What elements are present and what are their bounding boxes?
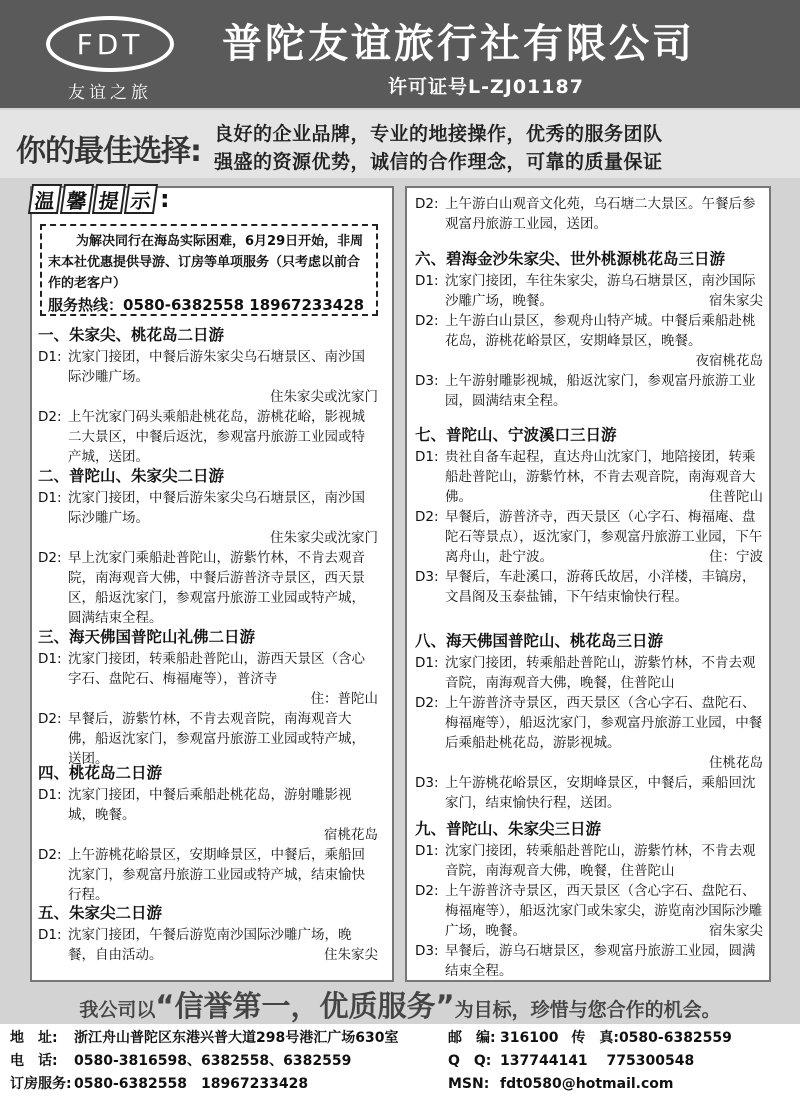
- stay-note: 宿朱家尖: [709, 923, 763, 939]
- route-5-continued: [415, 194, 763, 234]
- booking-label: 订房服务:: [10, 1076, 72, 1092]
- day-text: 沈家门接团，车往朱家尖，游乌石塘景区，南沙国际沙雕广场，晚餐。: [445, 273, 756, 309]
- day-text: 上午游桃花峪景区，安期峰景区，中餐后，乘船回沈家门，结束愉快行程，送团。: [445, 775, 756, 811]
- day-text: 上午游射雕影视城，船返沈家门，参观富丹旅游工业园，圆满结束全程。: [445, 373, 756, 409]
- route-day: [415, 773, 763, 813]
- phone-row: [10, 1050, 398, 1073]
- stay-note: 住桃花岛: [709, 755, 763, 771]
- day-label: D2:: [415, 695, 439, 711]
- day-text: 沈家门接团，中餐后游朱家尖乌石塘景区，南沙国际沙雕广场。: [68, 490, 365, 526]
- route-day: [415, 507, 763, 567]
- stay-note: 住朱家尖: [324, 947, 378, 963]
- route-day: [38, 649, 378, 709]
- route-title: 九、普陀山、朱家尖三日游: [415, 820, 602, 838]
- route-day: [415, 371, 763, 411]
- route-day: [38, 785, 378, 845]
- day-label: D2:: [415, 883, 439, 899]
- day-label: D1:: [38, 927, 62, 943]
- route-2: [38, 465, 378, 628]
- stay-note: 宿朱家尖: [709, 293, 763, 309]
- route-5: [38, 902, 378, 965]
- msn-value: fdt0580@hotmail.com: [500, 1076, 674, 1092]
- route-title: 一、朱家尖、桃花岛二日游: [38, 326, 225, 344]
- route-title: 三、海天佛国普陀山礼佛二日游: [38, 628, 256, 646]
- route-day: [38, 709, 378, 769]
- header: [0, 0, 800, 108]
- day-label: D2:: [415, 196, 439, 212]
- fax-label: 传 真:: [571, 1030, 619, 1046]
- route-title: 四、桃花岛二日游: [38, 764, 163, 782]
- day-label: D2:: [38, 409, 62, 425]
- slogan-quote-open: “: [155, 989, 175, 1023]
- route-1: [38, 324, 378, 467]
- route-day: [415, 311, 763, 371]
- stay-note: 住：普陀山: [310, 691, 378, 707]
- day-label: D2:: [415, 509, 439, 525]
- day-label: D3:: [415, 373, 439, 389]
- route-day: [415, 653, 763, 693]
- notice-char: 温: [28, 184, 62, 214]
- stay-note: 住：宁波: [709, 549, 763, 565]
- address-label: 地 址:: [10, 1030, 58, 1046]
- route-day: [38, 488, 378, 548]
- day-label: D1:: [415, 273, 439, 289]
- route-day: [415, 881, 763, 941]
- route-day: [38, 925, 378, 965]
- msn-label: MSN:: [448, 1076, 490, 1092]
- day-label: D3:: [415, 569, 439, 585]
- fax-value: 0580-6382559: [618, 1030, 732, 1046]
- route-6: [415, 248, 763, 411]
- day-text: 沈家门接团，午餐后游览南沙国际沙雕广场，晚餐，自由活动。: [68, 927, 352, 963]
- day-label: D3:: [415, 775, 439, 791]
- tagline-line-2: 强盛的资源优势，诚信的合作理念，可靠的质量保证: [214, 151, 663, 173]
- slogan-prefix: 我公司以: [79, 999, 156, 1021]
- phone-label: 电 话:: [10, 1053, 58, 1069]
- route-title: 二、普陀山、朱家尖二日游: [38, 467, 225, 485]
- service-hotline: 服务热线：0580-6382558 18967233428: [48, 296, 365, 314]
- route-8: [415, 630, 763, 813]
- route-day: [415, 447, 763, 507]
- day-text: 沈家门接团，中餐后乘船赴桃花岛，游射雕影视城，晚餐。: [68, 787, 352, 823]
- day-label: D1:: [38, 787, 62, 803]
- qq-value: 137744141 775300548: [500, 1053, 695, 1069]
- route-3: [38, 626, 378, 769]
- day-text: 贵社自备车起程，直达舟山沈家门，地陪接团，转乘船赴普陀山，游紫竹林，不肯去观音院，南海观音大佛。: [445, 449, 756, 505]
- tagline-head: 你的最佳选择:: [16, 134, 201, 169]
- notice-box: [40, 224, 378, 316]
- stay-note: 住朱家尖或沈家门: [270, 389, 378, 405]
- route-day: [415, 567, 763, 607]
- qq-row: [448, 1050, 732, 1073]
- day-text: 上午游白山景区，参观舟山特产城。中餐后乘船赴桃花岛，游桃花峪景区，安期峰景区，晚餐。: [445, 313, 756, 349]
- day-text: 上午游白山观音文化苑，乌石塘二大景区。午餐后参观富丹旅游工业园，送团。: [445, 196, 756, 232]
- route-day: [38, 845, 378, 905]
- day-text: 早餐后，游紫竹林，不肯去观音院，南海观音大佛，船返沈家门，参观富丹旅游工业园或特产城，送团。: [68, 711, 365, 767]
- day-text: 上午游普济寺景区，西天景区（含心字石、盘陀石、梅福庵等），船返沈家门或朱家尖，游览南沙国际沙雕广场，晚餐。: [445, 883, 763, 939]
- booking-row: [10, 1073, 398, 1096]
- day-label: D1:: [415, 655, 439, 671]
- day-label: D2:: [38, 550, 62, 566]
- notice-body: 为解决同行在海岛实际困难，6月29日开始，非周末本社优惠提供导游、订房等单项服务（只考虑以前合作的老客户）: [48, 234, 364, 291]
- notice-char: 馨: [60, 184, 94, 214]
- route-4: [38, 762, 378, 905]
- footer-left: [10, 1027, 398, 1096]
- day-text: 沈家门接团，转乘船赴普陀山，游紫竹林，不肯去观音院，南海观音大佛，晚餐，住普陀山: [445, 655, 756, 691]
- day-text: 沈家门接团，转乘船赴普陀山，游紫竹林，不肯去观音院，南海观音大佛，晚餐，住普陀山: [445, 843, 756, 879]
- phone-value: 0580-3816598、6382558、6382559: [74, 1053, 352, 1069]
- notice-title: [30, 184, 170, 214]
- route-7: [415, 424, 763, 607]
- logo-slogan: 友谊之旅: [68, 83, 152, 103]
- notice-colon: :: [160, 185, 170, 213]
- qq-label: Q Q:: [448, 1053, 492, 1069]
- route-day: [38, 347, 378, 407]
- postcode-label: 邮 编:: [448, 1030, 496, 1046]
- msn-row: [448, 1073, 732, 1096]
- route-title: 五、朱家尖二日游: [38, 904, 163, 922]
- day-label: D1:: [38, 349, 62, 365]
- route-day: [415, 941, 763, 981]
- day-label: D2:: [38, 847, 62, 863]
- day-label: D2:: [415, 313, 439, 329]
- postcode-fax-row: [448, 1027, 732, 1050]
- day-text: 上午游普济寺景区，西天景区（含心字石、盘陀石、梅福庵等），船返沈家门，参观富丹旅游工业园，中餐后乘船赴桃花岛，游影视城。: [445, 695, 763, 751]
- stay-note: 住朱家尖或沈家门: [270, 530, 378, 546]
- route-9: [415, 818, 763, 981]
- route-day: [415, 194, 763, 234]
- booking-value: 0580-6382558 18967233428: [74, 1076, 309, 1092]
- route-day: [38, 548, 378, 628]
- route-title: 八、海天佛国普陀山、桃花岛三日游: [415, 632, 664, 650]
- notice-char: 示: [124, 184, 158, 214]
- route-day: [415, 841, 763, 881]
- company-logo: [46, 16, 174, 72]
- postcode-value: 316100: [500, 1030, 559, 1046]
- route-title: 七、普陀山、宁波溪口三日游: [415, 426, 617, 444]
- day-label: D3:: [415, 943, 439, 959]
- route-day: [415, 693, 763, 773]
- slogan-suffix: 为目标，珍惜与您合作的机会。: [454, 999, 721, 1021]
- slogan-quote-close: ”: [435, 989, 455, 1023]
- day-label: D1:: [415, 449, 439, 465]
- stay-note: 住普陀山: [709, 489, 763, 505]
- day-text: 沈家门接团，中餐后游朱家尖乌石塘景区、南沙国际沙雕广场。: [68, 349, 365, 385]
- company-name: 普陀友谊旅行社有限公司: [222, 21, 695, 67]
- contact-footer: [0, 1024, 800, 1100]
- day-text: 沈家门接团，转乘船赴普陀山，游西天景区（含心字石、盘陀石、梅福庵等），普济寺: [68, 651, 365, 687]
- tagline-line-1: 良好的企业品牌，专业的地接操作，优秀的服务团队: [214, 123, 663, 145]
- day-label: D1:: [415, 843, 439, 859]
- day-label: D1:: [38, 490, 62, 506]
- day-text: 上午游桃花峪景区，安期峰景区，中餐后，乘船回沈家门，参观富丹旅游工业园或特产城，结束愉快行程。: [68, 847, 365, 903]
- slogan-main: 信誉第一，优质服务: [174, 989, 436, 1023]
- stay-note: 夜宿桃花岛: [695, 353, 763, 369]
- footer-right: [448, 1027, 732, 1096]
- route-title: 六、碧海金沙朱家尖、世外桃源桃花岛三日游: [415, 250, 726, 268]
- address-value: 浙江舟山普陀区东港兴普大道298号港汇广场630室: [74, 1030, 399, 1046]
- license-number: 许可证号L-ZJ01187: [388, 76, 584, 98]
- day-label: D1:: [38, 651, 62, 667]
- day-text: 早餐后，游普济寺，西天景区（心字石、梅福庵、盘陀石等景点），返沈家门，参观富丹旅游工业园，下午离舟山，赴宁波。: [445, 509, 763, 565]
- notice-char: 提: [92, 184, 126, 214]
- day-text: 早餐后，车赴溪口，游蒋氏故居，小洋楼，丰镐房，文昌阁及玉泰盐铺，下午结束愉快行程。: [445, 569, 756, 605]
- day-text: 上午沈家门码头乘船赴桃花岛，游桃花峪，影视城二大景区，中餐后返沈，参观富丹旅游工业园或特产城，送团。: [68, 409, 365, 465]
- day-text: 早上沈家门乘船赴普陀山，游紫竹林，不肯去观音院，南海观音大佛，中餐后游普济寺景区，西天景区，船返沈家门，参观富丹旅游工业园或特产城，圆满结束全程。: [68, 550, 365, 626]
- company-slogan: [0, 984, 800, 1024]
- day-label: D2:: [38, 711, 62, 727]
- logo-text: FDT: [76, 27, 144, 61]
- day-text: 早餐后，游乌石塘景区，参观富丹旅游工业园，圆满结束全程。: [445, 943, 756, 979]
- address-row: [10, 1027, 398, 1050]
- route-day: [415, 271, 763, 311]
- route-day: [38, 407, 378, 467]
- stay-note: 宿桃花岛: [324, 827, 378, 843]
